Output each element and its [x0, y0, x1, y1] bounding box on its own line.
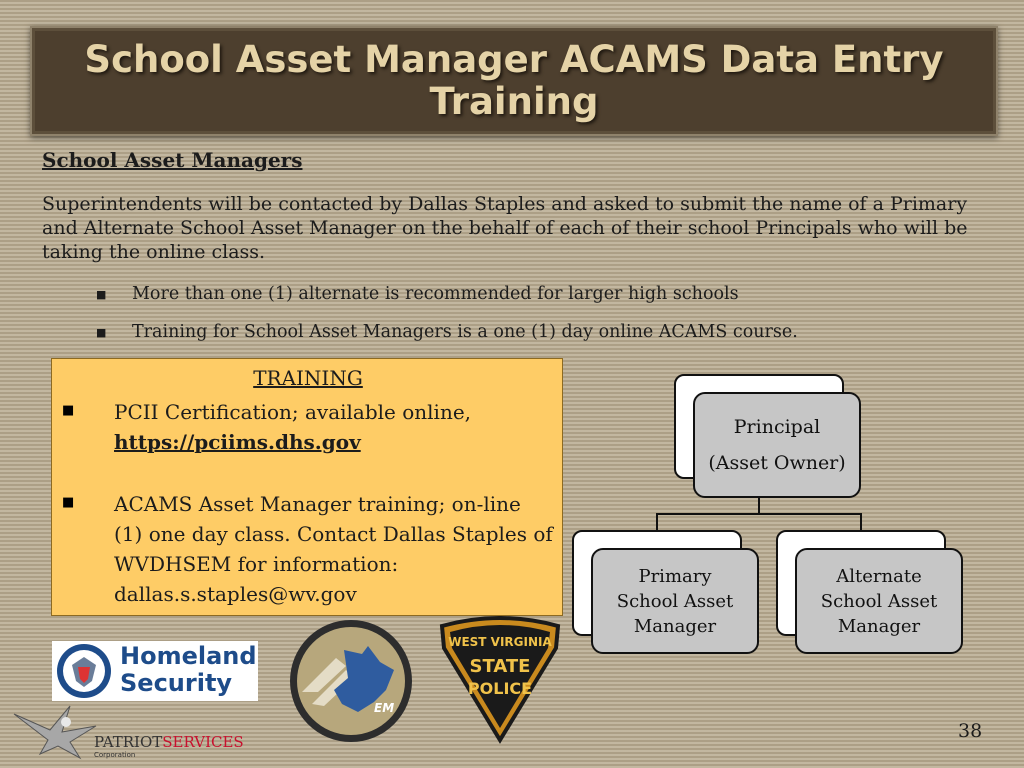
training-item-acams: ACAMS Asset Manager training; on-line (1) one day class. Contact Dallas Staples of WVDHSEM for information: dallas.s.staples@wv.gov: [114, 492, 553, 606]
bullet-text: More than one (1) alternate is recommended for larger high schools: [132, 284, 739, 304]
police-line2: STATE: [469, 656, 531, 677]
intro-paragraph: Superintendents will be contacted by Dallas Staples and asked to submit the name of a Primary and Alternate School Asset Manager on the behalf of each of their school Principals who will be taking the online class.: [42, 193, 968, 263]
dhs-seal-icon: [54, 641, 114, 701]
section-heading: School Asset Managers: [42, 148, 303, 172]
training-box: [51, 358, 563, 616]
em-label: EM: [374, 701, 395, 715]
page-number: 38: [958, 720, 983, 742]
connector-line: [758, 498, 760, 514]
connector-line: [860, 513, 862, 530]
homeland-security-logo: [52, 641, 258, 701]
training-item-pcii: [114, 397, 554, 457]
bullet-item: [96, 284, 798, 306]
org-node-principal: [693, 392, 861, 498]
police-line3: POLICE: [467, 679, 533, 698]
services-word: SERVICES: [162, 733, 244, 751]
connector-line: [656, 513, 862, 515]
wv-state-police-patch-icon: [436, 616, 564, 744]
patriot-corporation: Corporation: [94, 751, 136, 759]
pciims-link[interactable]: https://pciims.dhs.gov: [114, 430, 361, 454]
homeland-security-wordmark: [120, 643, 257, 697]
org-node-alternate-manager: [795, 548, 963, 654]
bullet-text: Training for School Asset Managers is a one (1) day online ACAMS course.: [132, 322, 798, 342]
title-bar: [30, 26, 998, 136]
training-item-text: PCII Certification; available online,: [114, 400, 472, 424]
org-node-primary-manager: [591, 548, 759, 654]
police-line1: WEST VIRGINIA: [448, 635, 552, 649]
bullet-list: [96, 284, 798, 360]
org-principal-line1: Principal: [733, 416, 821, 438]
org-primary-line3: Manager: [633, 615, 717, 637]
square-bullet-icon: ■: [62, 495, 75, 510]
connector-line: [656, 513, 658, 530]
org-alternate-line3: Manager: [837, 615, 921, 637]
org-alternate-line2: School Asset: [820, 590, 938, 612]
square-bullet-icon: ■: [96, 326, 107, 339]
org-primary-line2: School Asset: [616, 590, 734, 612]
bullet-item: [96, 322, 798, 344]
square-bullet-icon: ■: [96, 288, 107, 301]
patriot-word: PATRIOT: [94, 733, 163, 751]
eagle-icon: [10, 700, 102, 760]
homeland-line2: Security: [120, 669, 233, 697]
square-bullet-icon: ■: [62, 403, 75, 418]
training-title: TRAINING: [253, 366, 363, 390]
wv-em-seal-icon: [288, 618, 414, 744]
org-principal-line2: (Asset Owner): [708, 452, 846, 474]
org-primary-line1: Primary: [638, 565, 712, 587]
org-alternate-line1: Alternate: [836, 565, 922, 587]
slide-title: School Asset Manager ACAMS Data Entry Training: [84, 38, 944, 123]
homeland-line1: Homeland: [120, 642, 257, 670]
patriot-services-logo: [10, 700, 260, 760]
patriot-wordmark: [94, 733, 244, 751]
